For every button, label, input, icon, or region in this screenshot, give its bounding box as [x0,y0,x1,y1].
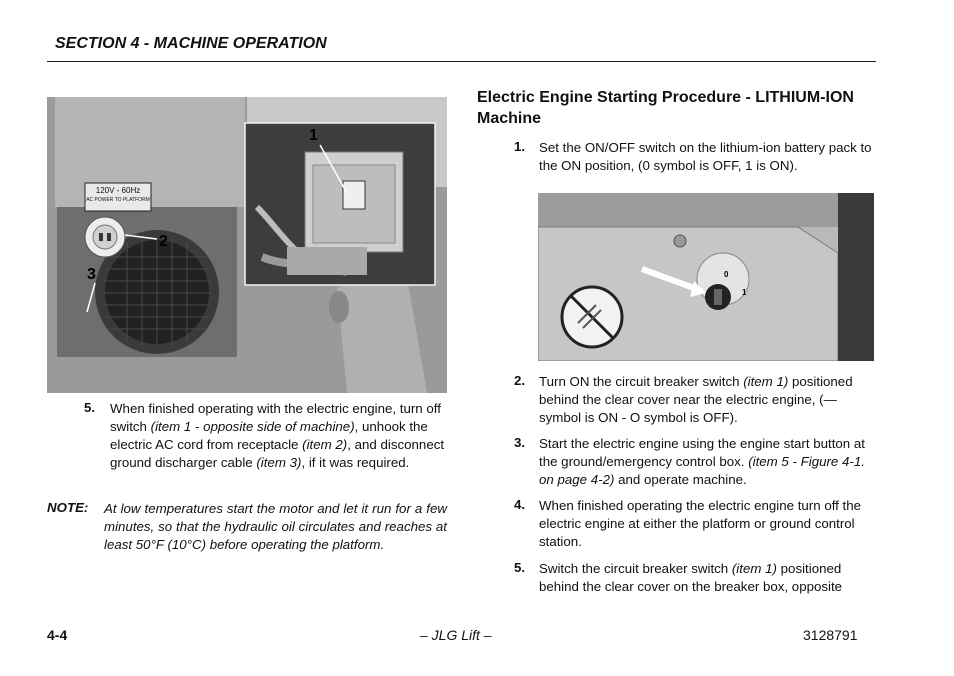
callout-3: 3 [87,266,96,283]
step-4-text: When finished operating the electric engine turn off the electric engine at either the platform or ground control station. [539,498,862,549]
section-header: SECTION 4 - MACHINE OPERATION [55,35,327,52]
step-3-number: 3. [514,435,526,450]
figure-battery-switch-photo [538,193,874,361]
step-2-text: Turn ON the circuit breaker switch (item 1) positioned behind the clear cover near the electric engine, (— symbol is ON - O symbol is OFF). [539,374,853,425]
callout-2: 2 [159,233,168,250]
footer-brand: – JLG Lift – [420,627,492,643]
header-rule [47,61,876,62]
note-label: NOTE: [47,500,89,515]
procedure-heading: Electric Engine Starting Procedure - LITHIUM-ION Machine [477,89,854,127]
step-4-number: 4. [514,497,526,512]
step-1-text: Set the ON/OFF switch on the lithium-ion battery pack to the ON position, (0 symbol is OFF, 1 is ON). [539,140,872,173]
page-number: 4-4 [47,627,68,643]
switch-label-on: 1 [742,288,747,297]
power-label-subtext: AC POWER TO PLATFORM [86,197,150,203]
figure-electric-engine-photo [47,97,447,393]
left-step-number: 5. [84,400,96,415]
power-label-text: 120V - 60Hz [95,186,141,195]
note-text: At low temperatures start the motor and let it run for a few minutes, so that the hydraulic oil circulates and reaches at least 50°F (10°C) before operating the platform. [104,501,447,552]
step-5-number: 5. [514,560,526,575]
document-number: 3128791 [803,627,858,643]
switch-label-off: 0 [724,270,729,279]
step-3-text: Start the electric engine using the engine start button at the ground/emergency control box. (item 5 - Figure 4-1. on page 4-2) and operate machine. [539,436,865,487]
left-step-text: When finished operating with the electric engine, turn off switch (item 1 - opposite side of machine), unhook the electric AC cord from receptacle (item 2), and disconnect ground discharger cable (item 3), if it was required. [110,401,445,470]
step-2-number: 2. [514,373,526,388]
callout-1: 1 [309,127,318,144]
step-1-number: 1. [514,139,526,154]
engine-photo-illustration [47,97,447,393]
battery-switch-illustration [538,193,874,361]
step-5-text: Switch the circuit breaker switch (item 1) positioned behind the clear cover on the breaker box, opposite [539,561,843,594]
